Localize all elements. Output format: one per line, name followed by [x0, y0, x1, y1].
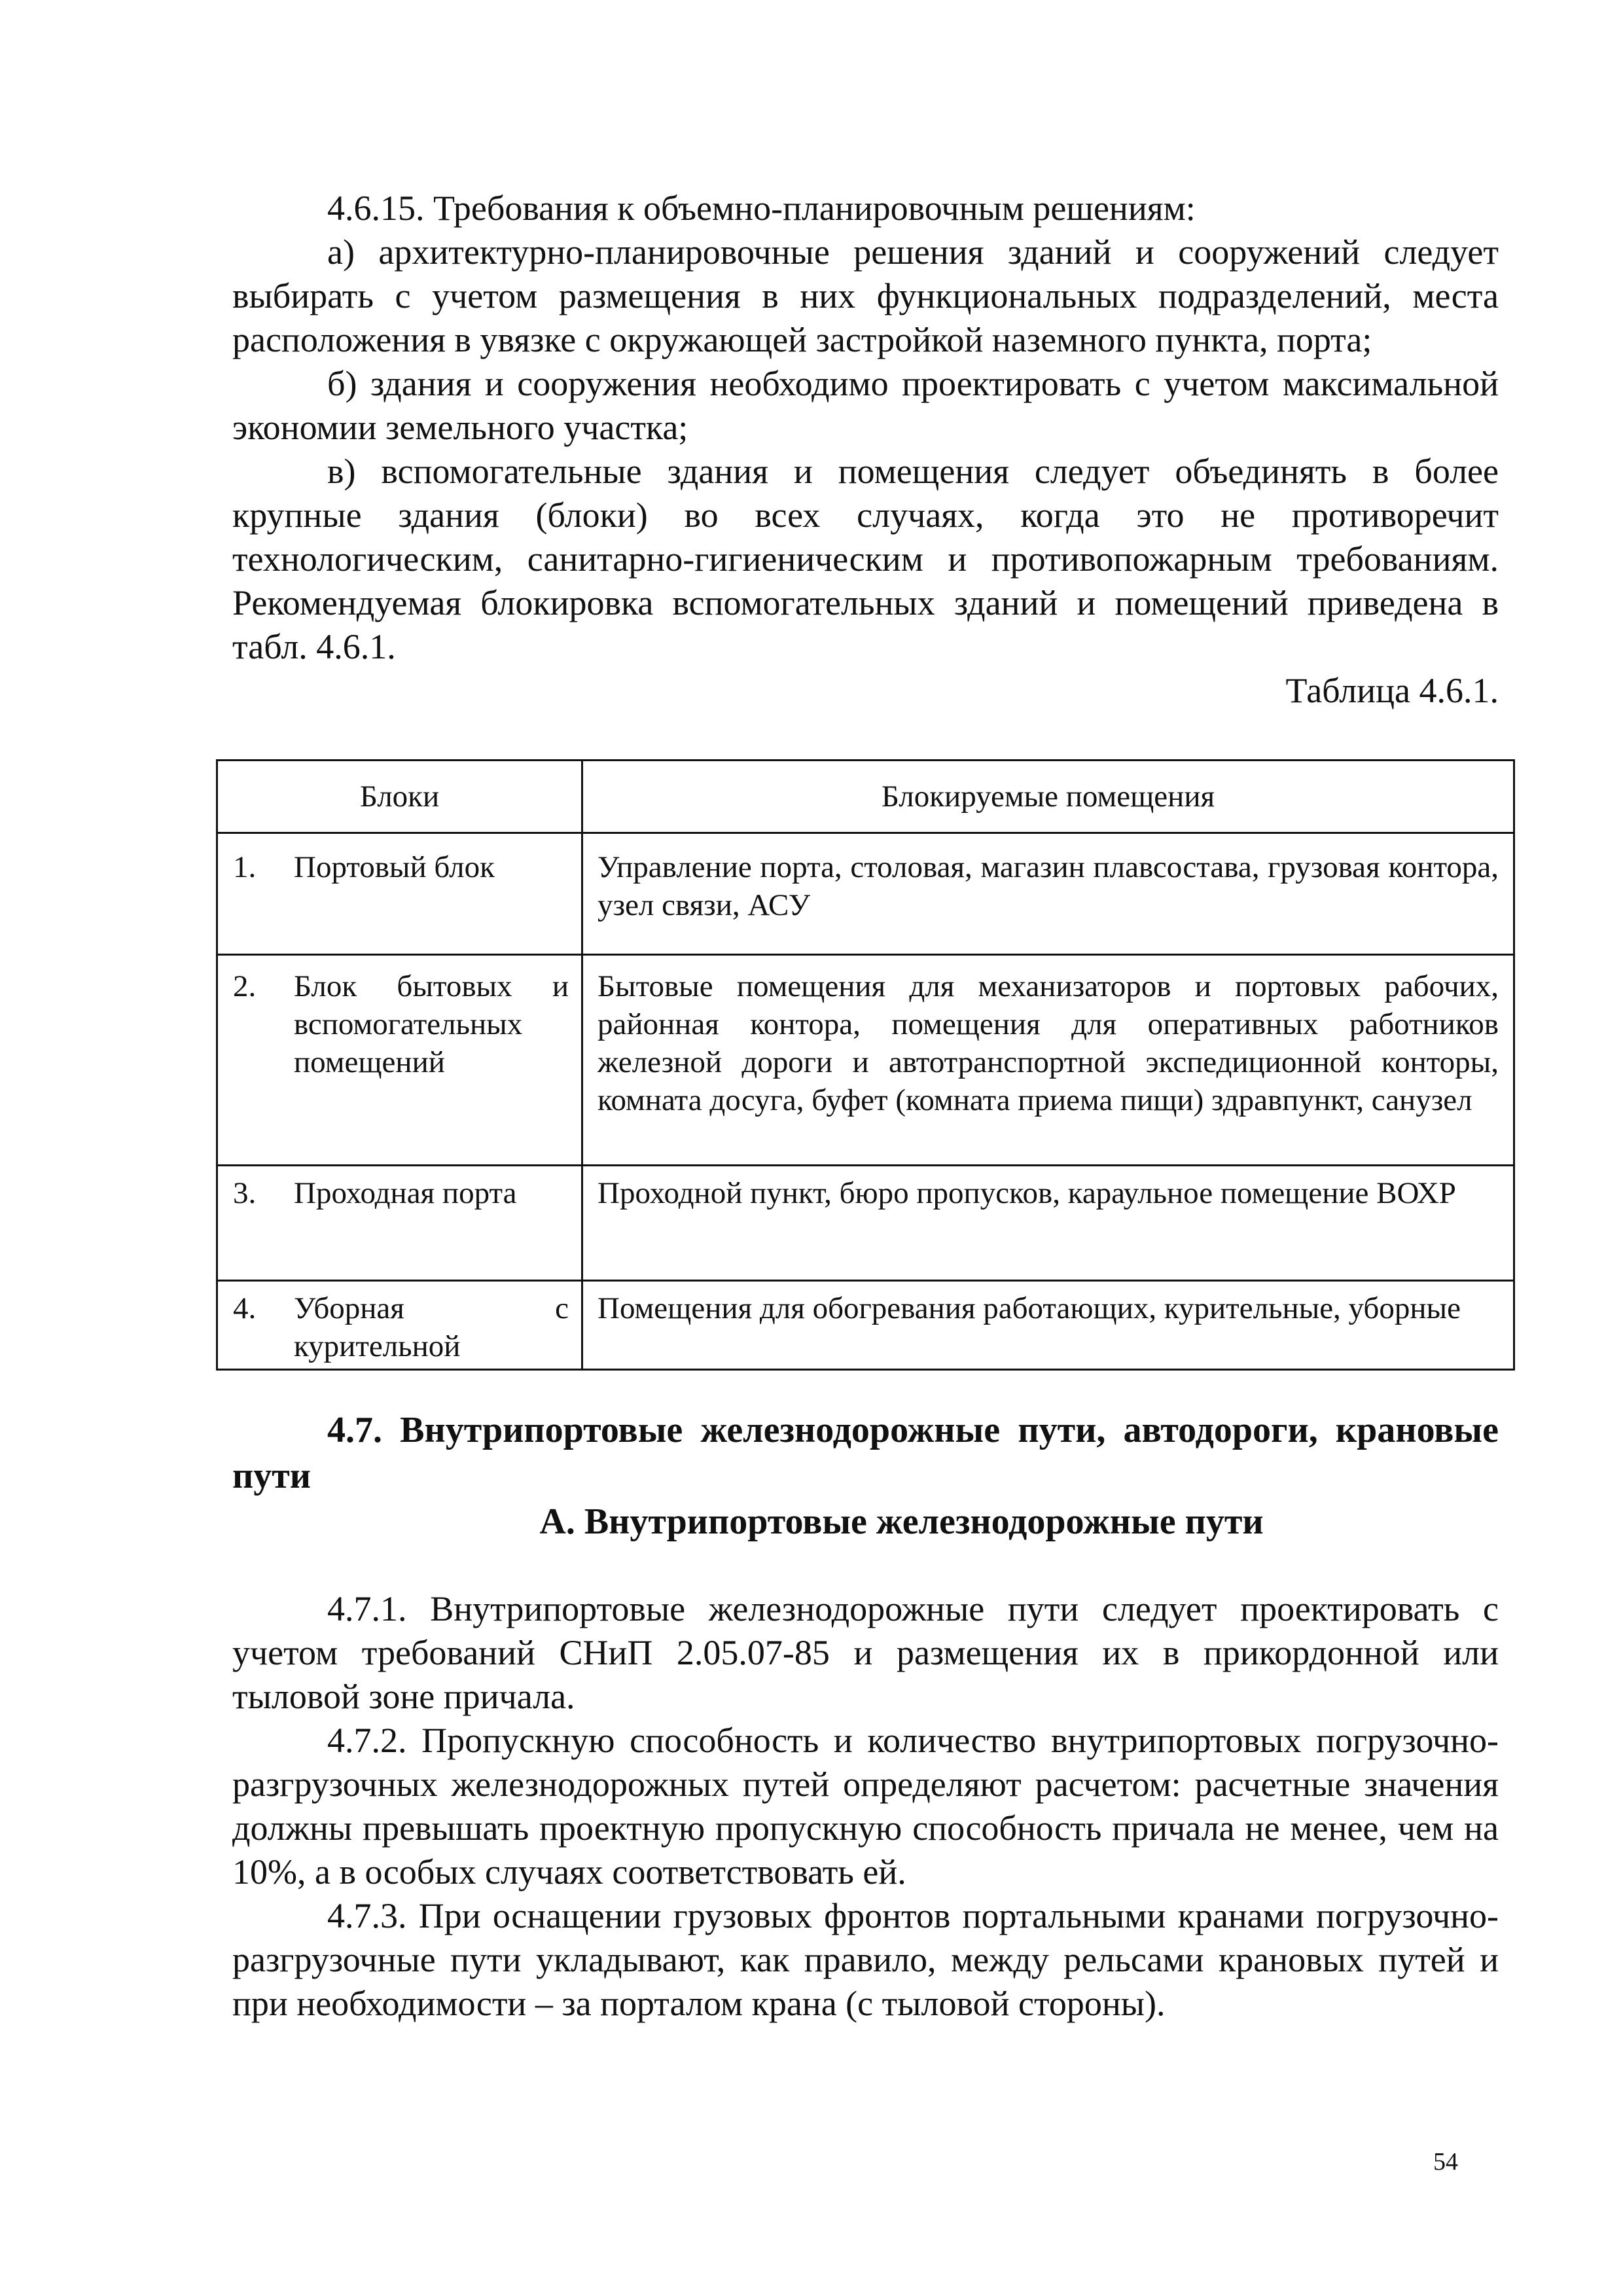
rooms-cell: Проходной пункт, бюро пропусков, караульное помещение ВОХР [582, 1166, 1514, 1281]
paragraph-4-7-3: 4.7.3. При оснащении грузовых фронтов портальными кранами погрузочно-разгрузочные пути укладывают, как правило, между рельсами крановых путей и при необходимости – за порталом крана (с тыловой стороны). [232, 1896, 1499, 2023]
block-name: Проходная порта [294, 1176, 517, 1210]
paragraph-4-7-1: 4.7.1. Внутрипортовые железнодорожные пути следует проектировать с учетом требований СНиП 2.05.07-85 и размещения их в прикордонной или тыловой зоне причала. [232, 1589, 1499, 1716]
row-number: 3. [233, 1176, 257, 1210]
table-header-row [217, 761, 1514, 833]
section-4-6-15 [232, 187, 1499, 713]
paragraph-item-a: а) архитектурно-планировочные решения зданий и сооружений следует выбирать с учетом размещения в них функциональных подразделений, места расположения в увязке с окружающей застройкой наземного пункта, порта; [232, 232, 1499, 359]
paragraph-4-6-15-intro: 4.6.15. Требования к объемно-планировочным решениям: [327, 188, 1196, 228]
rooms-cell: Помещения для обогревания работающих, курительные, уборные [582, 1281, 1514, 1370]
table-header-rooms: Блокируемые помещения [582, 761, 1514, 833]
table-row [217, 1166, 1514, 1281]
block-name: Портовый блок [294, 850, 495, 884]
rooms-cell: Управление порта, столовая, магазин плавсостава, грузовая контора, узел связи, АСУ [582, 833, 1514, 955]
block-name: Блок бытовых и вспомогательных помещений [294, 969, 569, 1079]
table-header-blocks: Блоки [217, 761, 582, 833]
section-heading: 4.7. Внутрипортовые железнодорожные пути, автодороги, крановые пути [232, 1410, 1499, 1496]
paragraph-item-b: б) здания и сооружения необходимо проектировать с учетом максимальной экономии земельного участка; [232, 364, 1499, 447]
table-row [217, 955, 1514, 1166]
section-4-7-heading [232, 1407, 1499, 1545]
block-cell [217, 833, 582, 955]
page-number: 54 [1433, 2148, 1458, 2176]
block-cell [217, 1281, 582, 1370]
block-cell [217, 955, 582, 1166]
subsection-heading: А. Внутрипортовые железнодорожные пути [539, 1501, 1264, 1542]
paragraph-item-v: в) вспомогательные здания и помещения следует объединять в более крупные здания (блоки) во всех случаях, когда это не противоречит технологическим, санитарно-гигиеническим и противопожарным требованиям. Рекомендуемая блокировка вспомогательных зданий и помещений приведена в табл. 4.6.1. [232, 452, 1499, 666]
block-cell [217, 1166, 582, 1281]
block-name: Уборная с курительной [294, 1291, 569, 1363]
rooms-cell: Бытовые помещения для механизаторов и портовых рабочих, районная контора, помещения для оперативных работников железной дороги и автотранспортной экспедиционной конторы, комната досуга, буфет (комната приема пищи) здравпункт, санузел [582, 955, 1514, 1166]
paragraph-4-7-2: 4.7.2. Пропускную способность и количество внутрипортовых погрузочно-разгрузочных железнодорожных путей определяют расчетом: расчетные значения должны превышать проектную пропускную способность причала не менее, чем на 10%, а в особых случаях соответствовать ей. [232, 1721, 1499, 1892]
section-4-7-body [232, 1587, 1499, 2026]
table-caption: Таблица 4.6.1. [1285, 671, 1499, 710]
row-number: 1. [233, 850, 257, 884]
table-row [217, 1281, 1514, 1370]
row-number: 4. [233, 1291, 257, 1325]
row-number: 2. [233, 969, 257, 1003]
blocks-table [216, 759, 1515, 1371]
table-row [217, 833, 1514, 955]
